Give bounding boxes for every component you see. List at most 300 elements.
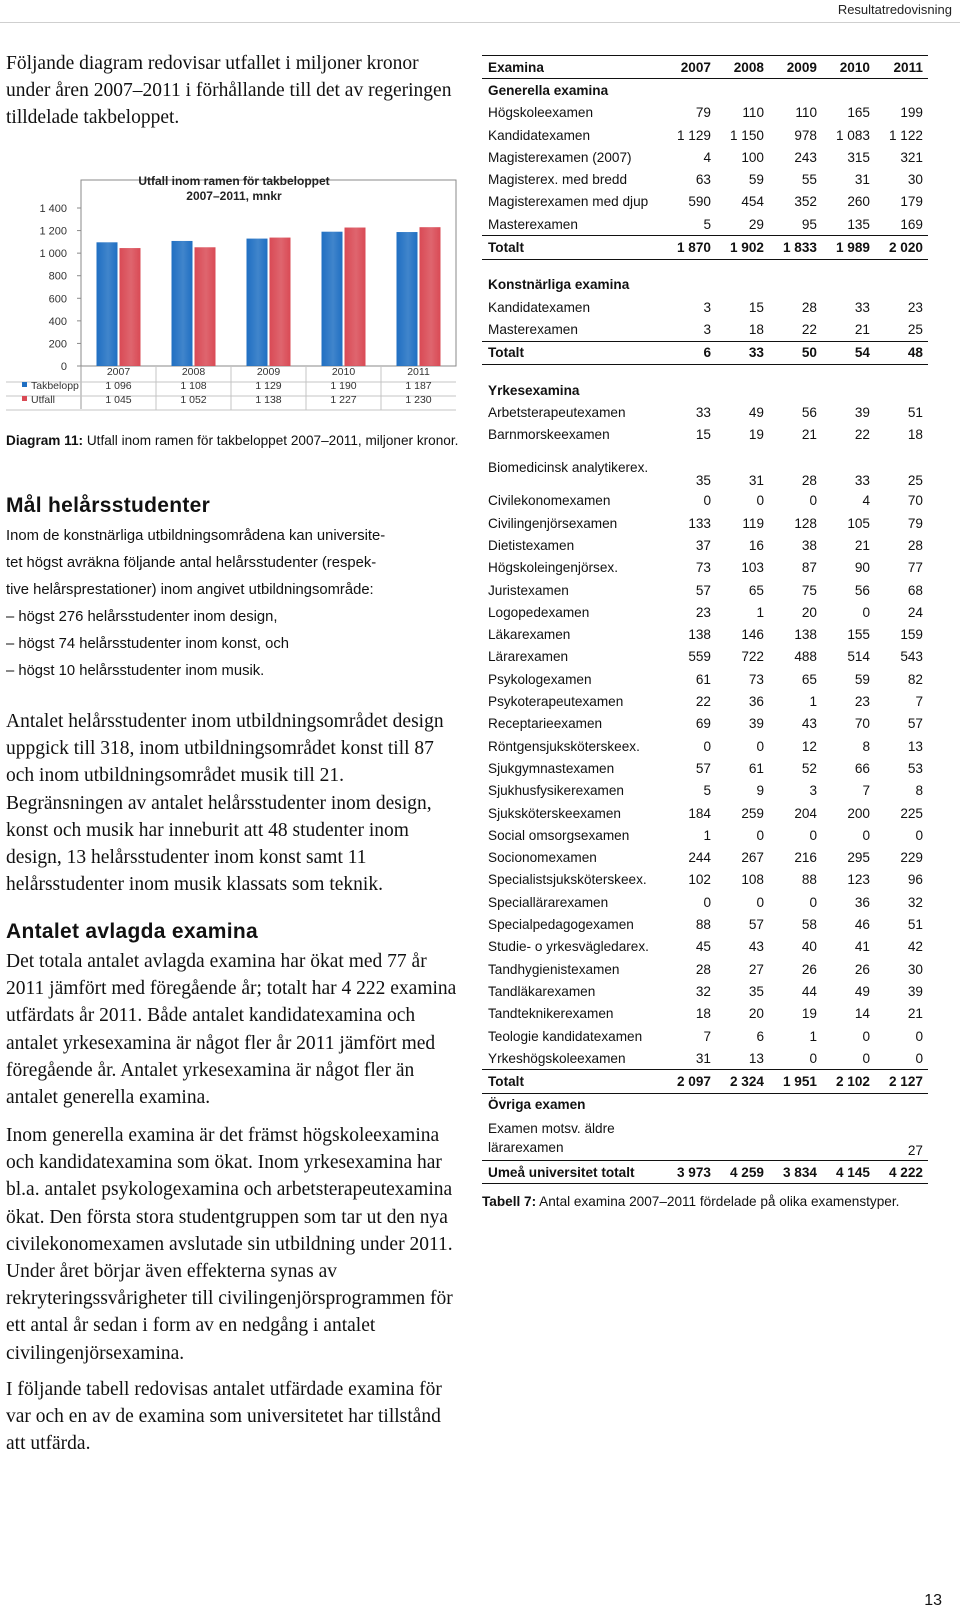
cell-value — [663, 379, 716, 401]
cell-value: 21 — [854, 321, 870, 337]
row-label: Specialistsjuksköterskeex. — [488, 872, 647, 888]
cell-value: 7 — [862, 783, 870, 799]
cell-value: 0 — [756, 738, 764, 754]
cell-value: 5 — [703, 216, 711, 232]
cell-value: 1 — [809, 1028, 817, 1044]
row-label: Arbetsterapeutexamen — [488, 404, 626, 420]
cell-value: 133 — [688, 515, 711, 531]
examina-table-section — [482, 55, 928, 1211]
table-total-row — [482, 1161, 928, 1184]
mal-line: tet högst avräkna följande antal helårsstudenter (respek- — [6, 555, 377, 571]
cell-value: 35 — [748, 983, 764, 999]
row-label: Masterexamen — [488, 321, 578, 337]
table-row — [482, 1047, 928, 1070]
cell-value: 165 — [847, 105, 870, 121]
cell-value: 260 — [847, 194, 870, 210]
row-label: Examen motsv. äldre lärarexamen — [488, 1121, 615, 1156]
cell-value: 2 097 — [663, 1070, 716, 1093]
cell-value: 33 — [854, 472, 870, 488]
data-label-takbelopp: 1 187 — [405, 380, 432, 392]
row-label: Tandläkarexamen — [488, 983, 596, 999]
cell-value: 69 — [695, 716, 711, 732]
bar-takbelopp — [397, 232, 418, 366]
cell-value: 100 — [741, 149, 764, 165]
cell-value: 159 — [900, 627, 923, 643]
paragraph-tabell: I följande tabell redovisas antalet utfärdade examina för var och en av de examina som universitetet har tillstånd att utfärda. — [6, 1379, 442, 1455]
table-caption — [482, 1192, 912, 1211]
row-label: Civilingenjörsexamen — [488, 515, 618, 531]
cell-value: 24 — [907, 604, 923, 620]
cell-value — [875, 364, 928, 379]
cell-value: 1 — [809, 694, 817, 710]
table-total-row — [482, 341, 928, 364]
row-label: Speciallärarexamen — [488, 894, 609, 910]
legend-swatch-utfall — [22, 396, 27, 401]
cell-value: 38 — [801, 537, 817, 553]
cell-value: 22 — [854, 427, 870, 443]
table-row — [482, 690, 928, 712]
table-row — [482, 913, 928, 935]
header-rule — [0, 22, 960, 23]
cell-value: 18 — [907, 427, 923, 443]
cell-value: 5 — [703, 783, 711, 799]
cell-value — [716, 79, 769, 102]
table-row — [482, 802, 928, 824]
row-label: Kandidatexamen — [488, 127, 591, 143]
cell-value — [663, 364, 716, 379]
cell-value: 30 — [907, 961, 923, 977]
row-label: Totalt — [482, 341, 663, 364]
cell-value: 27 — [907, 1143, 923, 1159]
data-label-takbelopp: 1 190 — [330, 380, 357, 392]
cell-value: 244 — [688, 850, 711, 866]
cell-value: 56 — [854, 582, 870, 598]
cell-value: 57 — [907, 716, 923, 732]
diagram-caption — [6, 431, 462, 450]
table-row — [482, 534, 928, 556]
cell-value: 59 — [748, 172, 764, 188]
row-label: Dietistexamen — [488, 537, 575, 553]
cell-value: 1 — [756, 604, 764, 620]
cell-value: 543 — [900, 649, 923, 665]
cell-value: 70 — [854, 716, 870, 732]
cell-value: 26 — [854, 961, 870, 977]
cell-value: 0 — [809, 894, 817, 910]
cell-value: 25 — [907, 472, 923, 488]
row-label: Högskoleexamen — [488, 105, 594, 121]
table-header-cell: 2008 — [716, 56, 769, 79]
table-row — [482, 847, 928, 869]
table-row — [482, 713, 928, 735]
paragraph-examina: Det totala antalet avlagda examina har ökat med 77 år 2011 jämfört med föregående år; totalt har 4 222 examina utfärdats år 2011. Både antalet kandidatexamina och antalet yrkesexamina är något fler år 2011 jämfört med föregående år. Antalet yrkesexamina är något fler än antalet generella examina. — [6, 951, 457, 1109]
table-row — [482, 146, 928, 168]
table-row — [482, 102, 928, 124]
cell-value: 29 — [748, 216, 764, 232]
table-spacer-row — [482, 259, 928, 274]
cell-value: 54 — [822, 341, 875, 364]
row-label: Social omsorgsexamen — [488, 827, 630, 843]
cell-value: 128 — [794, 515, 817, 531]
cell-value: 61 — [748, 760, 764, 776]
bar-utfall — [195, 247, 216, 366]
cell-value: 61 — [695, 671, 711, 687]
cell-value: 4 — [862, 493, 870, 509]
cell-value: 0 — [915, 827, 923, 843]
cell-value: 9 — [756, 783, 764, 799]
heading-mal-helarsstudenter: Mål helårsstudenter — [6, 494, 211, 517]
table-row — [482, 735, 928, 757]
cell-value — [822, 364, 875, 379]
table-row — [482, 124, 928, 146]
cell-value — [663, 79, 716, 102]
cell-value: 0 — [756, 493, 764, 509]
cell-value: 105 — [847, 515, 870, 531]
cell-value: 1 902 — [716, 236, 769, 259]
cell-value: 96 — [907, 872, 923, 888]
cell-value: 37 — [695, 537, 711, 553]
cell-value: 28 — [801, 472, 817, 488]
cell-value: 88 — [801, 872, 817, 888]
cell-value: 36 — [854, 894, 870, 910]
row-label: Barnmorskeexamen — [488, 427, 610, 443]
cell-value: 49 — [854, 983, 870, 999]
cell-value: 13 — [748, 1050, 764, 1066]
x-category-label: 2007 — [106, 366, 131, 378]
table-row — [482, 191, 928, 213]
cell-value: 200 — [847, 805, 870, 821]
cell-value: 66 — [854, 760, 870, 776]
cell-value: 31 — [854, 172, 870, 188]
y-tick-label: 400 — [48, 315, 67, 328]
row-label: Lärarexamen — [488, 649, 569, 665]
diagram-caption-label: Diagram 11: — [6, 433, 84, 448]
cell-value: 1 870 — [663, 236, 716, 259]
data-label-utfall: 1 230 — [405, 394, 432, 406]
cell-value — [875, 379, 928, 401]
cell-value — [769, 259, 822, 274]
table-section-row — [482, 379, 928, 401]
cell-value — [716, 1093, 769, 1116]
cell-value: 23 — [907, 299, 923, 315]
cell-value: 15 — [695, 427, 711, 443]
cell-value: 0 — [809, 827, 817, 843]
row-label: Logopedexamen — [488, 604, 590, 620]
x-category-label: 2011 — [407, 366, 430, 378]
bar-takbelopp — [97, 242, 118, 366]
data-label-takbelopp: 1 108 — [180, 380, 207, 392]
table-total-row — [482, 1070, 928, 1093]
table-row — [482, 318, 928, 341]
cell-value: 204 — [794, 805, 817, 821]
paragraph-helarsstudenter: Antalet helårsstudenter inom utbildningsområdet design uppgick till 318, inom utbildningsområdet konst till 87 och inom utbildningsområdet musik till 21. Begränsningen av antalet helårsstudenter inom design, konst och musik har inneburit att 48 studenter inom design, 13 helårsstudenter inom konst samt 11 helårsstudenter inom musik klassats som teknik. — [6, 711, 444, 896]
table-row — [482, 1025, 928, 1047]
cell-value: 1 833 — [769, 236, 822, 259]
table-row — [482, 824, 928, 846]
cell-value: 22 — [801, 321, 817, 337]
table-row — [482, 668, 928, 690]
cell-value: 225 — [900, 805, 923, 821]
cell-value: 82 — [907, 671, 923, 687]
table-row — [482, 557, 928, 579]
cell-value: 155 — [847, 627, 870, 643]
cell-value: 88 — [695, 917, 711, 933]
cell-value: 978 — [794, 127, 817, 143]
table-row — [482, 891, 928, 913]
x-category-label: 2008 — [181, 366, 206, 378]
legend-label: Takbelopp — [31, 380, 79, 392]
row-label: Receptarieexamen — [488, 716, 603, 732]
row-label: Tandhygienistexamen — [488, 961, 620, 977]
cell-value: 26 — [801, 961, 817, 977]
row-label: Röntgensjuksköterskeex. — [488, 738, 640, 754]
cell-value — [875, 79, 928, 102]
cell-value: 39 — [748, 716, 764, 732]
cell-value: 70 — [907, 493, 923, 509]
cell-value: 79 — [907, 515, 923, 531]
row-label: Studie- o yrkesvägledarex. — [488, 939, 649, 955]
cell-value: 12 — [801, 738, 817, 754]
cell-value: 6 — [663, 341, 716, 364]
row-label: Masterexamen — [488, 216, 578, 232]
row-label: Juristexamen — [488, 582, 569, 598]
cell-value: 90 — [854, 560, 870, 576]
cell-value — [769, 1093, 822, 1116]
row-label: Specialpedagogexamen — [488, 917, 634, 933]
cell-value: 44 — [801, 983, 817, 999]
cell-value: 0 — [862, 604, 870, 620]
cell-value: 23 — [695, 604, 711, 620]
row-label: Civilekonomexamen — [488, 493, 611, 509]
cell-value — [769, 364, 822, 379]
cell-value — [875, 259, 928, 274]
cell-value: 28 — [695, 961, 711, 977]
cell-value — [822, 1116, 875, 1161]
y-tick-label: 600 — [48, 293, 67, 306]
cell-value — [716, 364, 769, 379]
chart-title: Utfall inom ramen för takbeloppet — [138, 174, 330, 188]
row-label: Magisterex. med bredd — [488, 172, 628, 188]
cell-value: 15 — [748, 299, 764, 315]
cell-value: 0 — [809, 1050, 817, 1066]
cell-value: 0 — [809, 493, 817, 509]
cell-value: 31 — [695, 1050, 711, 1066]
table-row — [482, 579, 928, 601]
table-row — [482, 213, 928, 236]
cell-value: 36 — [748, 694, 764, 710]
cell-value: 103 — [741, 560, 764, 576]
cell-value: 56 — [801, 404, 817, 420]
cell-value — [663, 259, 716, 274]
cell-value: 138 — [688, 627, 711, 643]
cell-value: 4 145 — [822, 1161, 875, 1184]
cell-value: 19 — [801, 1006, 817, 1022]
heading-antalet-avlagda-examina: Antalet avlagda examina — [6, 920, 258, 943]
bar-takbelopp — [172, 241, 193, 366]
data-label-utfall: 1 227 — [330, 394, 357, 406]
cell-value: 321 — [900, 149, 923, 165]
cell-value — [769, 79, 822, 102]
row-label: Teologie kandidatexamen — [488, 1028, 643, 1044]
table-section-row — [482, 1093, 928, 1116]
cell-value: 30 — [907, 172, 923, 188]
table-row — [482, 423, 928, 445]
table-row — [482, 757, 928, 779]
x-category-label: 2009 — [256, 366, 281, 378]
legend-label: Utfall — [31, 394, 55, 406]
cell-value: 2 020 — [875, 236, 928, 259]
cell-value: 31 — [748, 472, 764, 488]
running-header: Resultatredovisning — [837, 2, 952, 17]
row-label: Kandidatexamen — [488, 299, 591, 315]
cell-value: 19 — [748, 427, 764, 443]
row-label: Socionomexamen — [488, 850, 597, 866]
row-label: Sjukgymnastexamen — [488, 760, 615, 776]
cell-value: 1 129 — [676, 127, 711, 143]
intro-paragraph: Följande diagram redovisar utfallet i miljoner kronor under åren 2007–2011 i förhållande till det av regeringen tilldelade takbeloppet. — [6, 53, 452, 129]
cell-value: 73 — [748, 671, 764, 687]
row-label: Generella examina — [488, 82, 609, 98]
cell-value: 4 — [703, 149, 711, 165]
table-row — [482, 401, 928, 423]
cell-value: 199 — [900, 105, 923, 121]
cell-value: 0 — [703, 738, 711, 754]
cell-value: 79 — [695, 105, 711, 121]
table-row — [482, 446, 928, 490]
cell-value: 20 — [801, 604, 817, 620]
cell-value: 33 — [854, 299, 870, 315]
cell-value: 295 — [847, 850, 870, 866]
mal-list-item: – högst 74 helårsstudenter inom konst, och — [6, 636, 289, 652]
row-label — [482, 364, 663, 379]
table-header-cell: 2011 — [875, 56, 928, 79]
cell-value: 50 — [769, 341, 822, 364]
cell-value: 3 — [703, 299, 711, 315]
table-spacer-row — [482, 364, 928, 379]
row-label: Yrkesexamina — [488, 382, 580, 398]
data-label-utfall: 1 138 — [255, 394, 282, 406]
x-category-label: 2010 — [331, 366, 356, 378]
table-row — [482, 296, 928, 318]
cell-value: 488 — [794, 649, 817, 665]
cell-value: 229 — [900, 850, 923, 866]
bar-utfall — [345, 228, 366, 366]
row-label: Övriga examen — [488, 1097, 586, 1113]
cell-value: 722 — [741, 649, 764, 665]
cell-value: 20 — [748, 1006, 764, 1022]
cell-value: 123 — [847, 872, 870, 888]
cell-value — [822, 1093, 875, 1116]
cell-value: 1 — [703, 827, 711, 843]
cell-value: 146 — [741, 627, 764, 643]
cell-value: 42 — [907, 939, 923, 955]
cell-value: 21 — [801, 427, 817, 443]
cell-value: 45 — [695, 939, 711, 955]
cell-value: 138 — [794, 627, 817, 643]
row-label: Läkarexamen — [488, 627, 571, 643]
cell-value: 13 — [907, 738, 923, 754]
cell-value: 22 — [695, 694, 711, 710]
cell-value: 2 102 — [822, 1070, 875, 1093]
cell-value: 3 — [809, 783, 817, 799]
cell-value: 454 — [741, 194, 764, 210]
cell-value: 135 — [847, 216, 870, 232]
cell-value — [875, 274, 928, 296]
bar-takbelopp — [322, 232, 343, 366]
cell-value: 57 — [695, 760, 711, 776]
budget-chart — [6, 166, 466, 426]
cell-value: 18 — [748, 321, 764, 337]
data-label-takbelopp: 1 129 — [255, 380, 282, 392]
cell-value: 51 — [907, 404, 923, 420]
cell-value: 53 — [907, 760, 923, 776]
cell-value: 40 — [801, 939, 817, 955]
table-row — [482, 869, 928, 891]
cell-value: 21 — [854, 537, 870, 553]
table-row — [482, 168, 928, 190]
y-tick-label: 1 400 — [39, 203, 67, 215]
cell-value — [875, 1093, 928, 1116]
cell-value: 25 — [907, 321, 923, 337]
cell-value — [716, 1116, 769, 1161]
cell-value: 33 — [695, 404, 711, 420]
y-tick-label: 1 000 — [39, 248, 67, 261]
cell-value: 1 083 — [835, 127, 870, 143]
cell-value — [769, 1116, 822, 1161]
cell-value: 590 — [688, 194, 711, 210]
cell-value: 110 — [795, 105, 817, 121]
cell-value: 35 — [695, 472, 711, 488]
cell-value: 102 — [688, 872, 711, 888]
cell-value: 4 259 — [716, 1161, 769, 1184]
cell-value: 27 — [748, 961, 764, 977]
cell-value — [822, 379, 875, 401]
cell-value: 110 — [742, 105, 764, 121]
cell-value — [663, 1116, 716, 1161]
cell-value: 39 — [854, 404, 870, 420]
cell-value: 65 — [748, 582, 764, 598]
cell-value: 0 — [862, 1050, 870, 1066]
cell-value: 65 — [801, 671, 817, 687]
cell-value: 514 — [847, 649, 870, 665]
cell-value: 6 — [756, 1028, 764, 1044]
cell-value: 14 — [854, 1006, 870, 1022]
cell-value: 52 — [801, 760, 817, 776]
cell-value: 179 — [900, 194, 923, 210]
row-label: Umeå universitet totalt — [482, 1161, 663, 1184]
cell-value: 55 — [801, 172, 817, 188]
cell-value: 216 — [794, 850, 817, 866]
data-label-utfall: 1 052 — [180, 394, 207, 406]
table-row — [482, 936, 928, 958]
cell-value: 7 — [703, 1028, 711, 1044]
cell-value — [769, 274, 822, 296]
legend-swatch-takbelopp — [22, 382, 27, 387]
data-label-utfall: 1 045 — [105, 394, 132, 406]
cell-value: 259 — [741, 805, 764, 821]
cell-value: 32 — [695, 983, 711, 999]
cell-value: 169 — [900, 216, 923, 232]
cell-value: 43 — [801, 716, 817, 732]
table-total-row — [482, 236, 928, 259]
bar-takbelopp — [247, 239, 268, 366]
table-header-cell: Examina — [482, 56, 663, 79]
cell-value: 43 — [748, 939, 764, 955]
cell-value: 2 127 — [875, 1070, 928, 1093]
table-section-row — [482, 79, 928, 102]
cell-value: 4 222 — [875, 1161, 928, 1184]
row-label: Magisterexamen (2007) — [488, 149, 632, 165]
table-caption-text: Antal examina 2007–2011 fördelade på olika examenstyper. — [536, 1194, 900, 1210]
